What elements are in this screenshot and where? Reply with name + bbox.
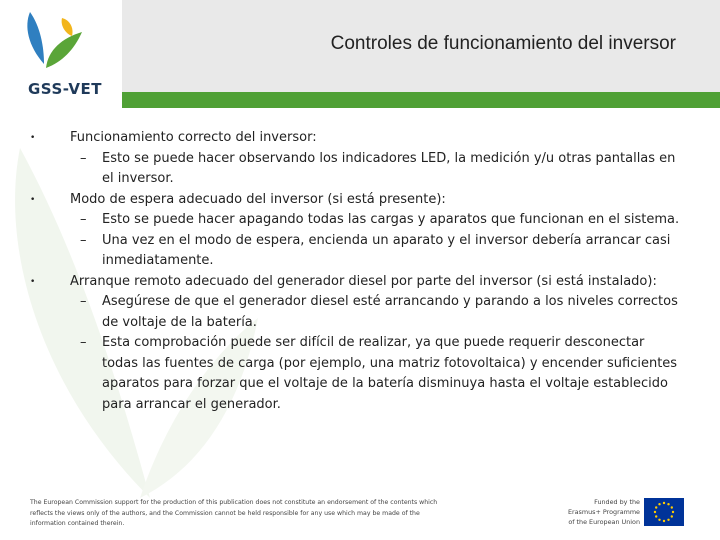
sub-list-item <box>70 333 680 415</box>
eu-flag-icon <box>644 498 684 526</box>
logo-text: GSS-VET <box>28 80 102 98</box>
sub-list-item <box>70 292 680 333</box>
sub-list-item-text: Esta comprobación puede ser difícil de realizar, ya que puede requerir desconectar todas las fuentes de carga (por ejemplo, una matriz fotovoltaica) y encender suficientes aparatos para forzar que el voltaje de la batería disminuya hasta el voltaje establecido para arrancar el generador. <box>102 335 678 412</box>
funded-line: Funded by the <box>594 498 640 506</box>
list-item <box>30 128 680 190</box>
funded-line: of the European Union <box>568 518 640 526</box>
bullet-icon: • <box>30 133 36 143</box>
list-item-text: Modo de espera adecuado del inversor (si está presente): <box>70 191 446 207</box>
content-list <box>30 128 680 415</box>
dash-icon: – <box>80 150 87 166</box>
dash-icon: – <box>80 335 87 350</box>
funded-by-text <box>556 497 640 527</box>
sub-list-item-text: Esto se puede hacer observando los indicadores LED, la medición y/u otras pantallas en el inversor. <box>102 150 676 186</box>
list-item-text: Funcionamiento correcto del inversor: <box>70 130 317 145</box>
list-item <box>30 272 680 416</box>
bullet-icon: • <box>30 194 36 205</box>
sub-list-item-text: Esto se puede hacer apagando todas las cargas y aparatos que funcionan en el sistema. <box>102 212 680 227</box>
sub-list-item <box>70 231 680 272</box>
footer-disclaimer: The European Commission support for the production of this publication does not constitute an endorsement of the contents which reflects the views only of the authors, and the Commission cannot be held responsible for any use which may be made of the information contained therein. <box>30 499 438 527</box>
dash-icon: – <box>80 294 87 309</box>
sub-list-item-text: Una vez en el modo de espera, encienda un aparato y el inversor debería arrancar casi inmediatamente. <box>102 232 671 268</box>
sub-list-item <box>70 210 680 231</box>
dash-icon: – <box>80 212 87 227</box>
list-item <box>30 190 680 272</box>
header-green-bar <box>122 92 720 108</box>
list-item-text: Arranque remoto adecuado del generador diesel por parte del inversor (si está instalado): <box>70 273 657 289</box>
sub-list-item-text: Asegúrese de que el generador diesel esté arrancando y parando a los niveles correctos de voltaje de la batería. <box>102 294 678 330</box>
page-title: Controles de funcionamiento del inversor <box>330 33 676 54</box>
sub-list-item <box>70 149 680 190</box>
dash-icon: – <box>80 232 87 248</box>
bullet-icon: • <box>30 276 36 287</box>
funded-line: Erasmus+ Programme <box>567 508 640 516</box>
